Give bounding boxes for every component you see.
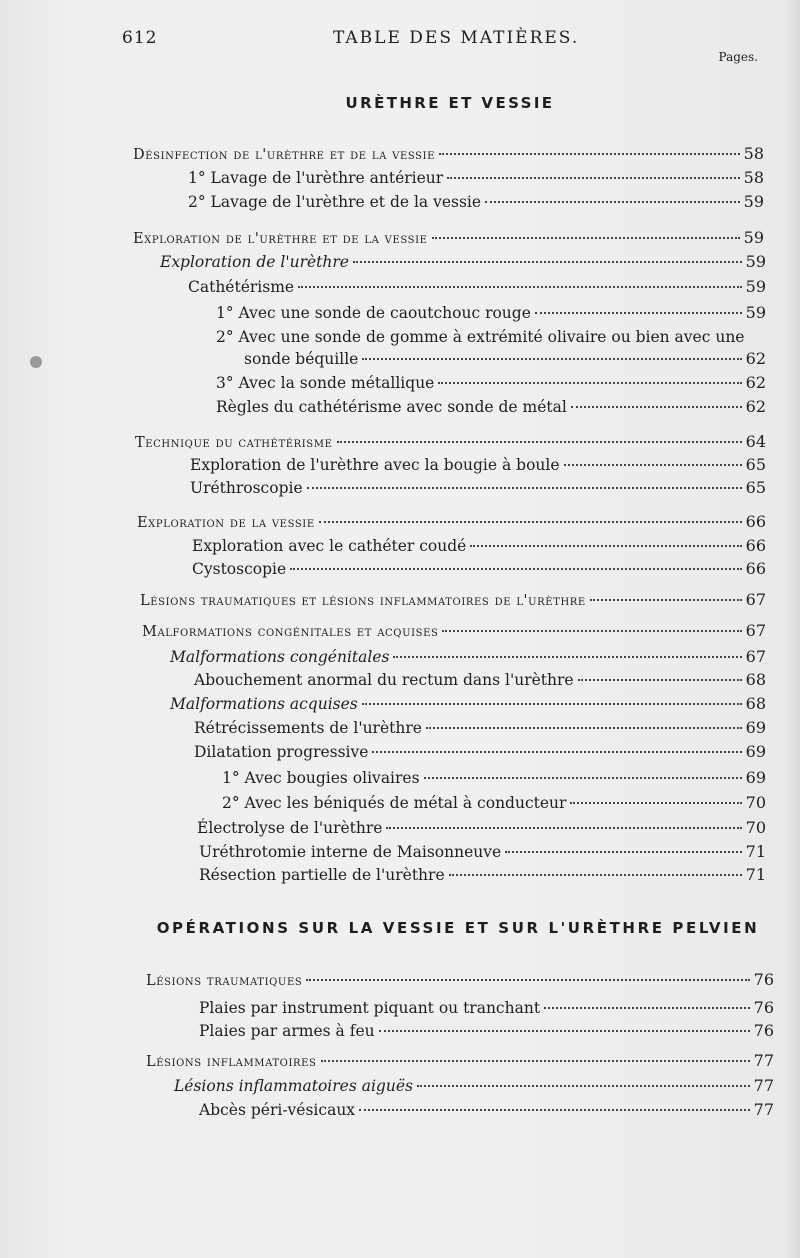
toc-entry-label: Exploration de l'urèthre avec la bougie à boule	[190, 456, 560, 474]
toc-entry-page: 59	[743, 192, 764, 211]
toc-entry-page: 68	[745, 670, 766, 689]
toc-entry-label: Plaies par armes à feu	[199, 1022, 375, 1040]
toc-entry-label: Cystoscopie	[192, 560, 287, 578]
toc-entry	[244, 347, 766, 371]
dot-leader	[298, 286, 742, 288]
toc-entry-page: 66	[745, 536, 766, 555]
toc-entry-label: Abouchement anormal du rectum dans l'urèthre	[194, 671, 574, 689]
toc-entry-label: Rétrécissements de l'urèthre	[194, 719, 422, 737]
toc-entry	[188, 190, 764, 214]
dot-leader	[438, 382, 741, 384]
toc-entry-label: 1° Avec une sonde de caoutchouc rouge	[216, 304, 531, 322]
dot-leader	[432, 237, 740, 239]
dot-leader	[449, 874, 742, 876]
toc-entry-label: Exploration de l'urèthre et de la vessie	[133, 231, 428, 247]
dot-leader	[362, 358, 741, 360]
dot-leader	[535, 312, 742, 314]
dot-leader	[447, 177, 739, 179]
dot-leader	[439, 153, 740, 155]
toc-entry-page: 62	[745, 373, 766, 392]
toc-entry-page: 69	[745, 718, 766, 737]
toc-entry	[188, 166, 764, 190]
dot-leader	[424, 777, 742, 779]
toc-entry-label: Abcès péri-vésicaux	[199, 1101, 356, 1119]
toc-entry	[192, 534, 766, 558]
toc-entry-label: Lésions inflammatoires aiguës	[174, 1077, 413, 1095]
toc-entry-page: 68	[745, 694, 766, 713]
toc-entry-label: Exploration avec le cathéter coudé	[192, 537, 467, 555]
dot-leader	[321, 1060, 750, 1062]
toc-entry-label: 3° Avec la sonde métallique	[216, 374, 435, 392]
dot-leader	[571, 406, 742, 408]
dot-leader	[578, 679, 742, 681]
toc-entry-label: 1° Lavage de l'urèthre antérieur	[188, 169, 444, 187]
toc-entry	[222, 766, 766, 790]
toc-entry-label: Uréthroscopie	[190, 479, 303, 497]
running-title: TABLE DES MATIÈRES.	[333, 28, 580, 48]
dot-leader	[362, 703, 742, 705]
dot-leader	[319, 521, 742, 523]
toc-entry-page: 59	[745, 303, 766, 322]
dot-leader	[544, 1007, 750, 1009]
toc-entry-label: Lésions traumatiques	[146, 973, 303, 989]
toc-entry-label: Règles du cathétérisme avec sonde de métal	[216, 398, 567, 416]
dot-leader	[426, 727, 742, 729]
toc-entry-label: Désinfection de l'urèthre et de la vessie	[133, 147, 436, 163]
toc-entry-page: 67	[745, 647, 766, 666]
dot-leader	[379, 1030, 750, 1032]
section-title-urethre-vessie: URÈTHRE ET VESSIE	[345, 94, 555, 112]
page-edge-shadow	[786, 0, 800, 1258]
toc-entry-page: 69	[745, 768, 766, 787]
toc-entry	[133, 142, 764, 166]
toc-entry-page: 59	[743, 228, 764, 247]
section-title-operations: OPÉRATIONS SUR LA VESSIE ET SUR L'URÈTHRE PELVIEN	[156, 919, 760, 937]
toc-entry-page: 76	[753, 998, 774, 1017]
toc-entry	[216, 301, 766, 325]
toc-entry	[137, 510, 766, 534]
dot-leader	[306, 979, 749, 981]
dot-leader	[570, 802, 741, 804]
toc-entry-label: Plaies par instrument piquant ou tranchant	[199, 999, 541, 1017]
toc-entry	[190, 453, 766, 477]
toc-entry	[192, 557, 766, 581]
toc-entry	[197, 816, 766, 840]
pages-column-label: Pages.	[718, 50, 758, 64]
dot-leader	[307, 487, 742, 489]
toc-entry-page: 64	[745, 432, 766, 451]
toc-entry-page: 67	[745, 621, 766, 640]
toc-entry-label: 2° Avec une sonde de gomme à extrémité olivaire ou bien avec une	[216, 328, 745, 346]
toc-entry-label: Exploration de la vessie	[137, 515, 315, 531]
toc-entry	[146, 968, 774, 992]
toc-entry-label: Dilatation progressive	[194, 743, 369, 761]
toc-entry	[199, 840, 766, 864]
toc-entry	[222, 791, 766, 815]
dot-leader	[359, 1109, 750, 1111]
toc-entry	[216, 325, 766, 349]
toc-entry	[199, 863, 766, 887]
toc-entry	[170, 645, 766, 669]
toc-entry-label: 2° Avec les béniqués de métal à conducteur	[222, 794, 567, 812]
toc-entry-page: 69	[745, 742, 766, 761]
toc-entry-page: 62	[745, 397, 766, 416]
toc-entry-page: 58	[743, 168, 764, 187]
dot-leader	[564, 464, 742, 466]
toc-entry	[199, 996, 774, 1020]
toc-entry-page: 77	[753, 1100, 774, 1119]
toc-entry-page: 65	[745, 478, 766, 497]
toc-entry	[146, 1049, 774, 1073]
toc-entry-label: Exploration de l'urèthre	[160, 253, 349, 271]
toc-entry-label: sonde béquille	[244, 350, 359, 368]
toc-entry	[216, 371, 766, 395]
toc-entry-page: 71	[745, 842, 766, 861]
toc-entry	[194, 716, 766, 740]
toc-entry	[194, 668, 766, 692]
toc-entry-page: 71	[745, 865, 766, 884]
dot-leader	[386, 827, 741, 829]
toc-entry-label: Cathétérisme	[188, 278, 295, 296]
toc-entry-label: Lésions inflammatoires	[146, 1054, 317, 1070]
toc-entry	[188, 275, 766, 299]
dot-leader	[590, 599, 742, 601]
dot-leader	[393, 656, 741, 658]
toc-entry-page: 65	[745, 455, 766, 474]
dot-leader	[470, 545, 741, 547]
toc-entry-page: 58	[743, 144, 764, 163]
toc-entry	[194, 740, 766, 764]
toc-entry	[160, 250, 766, 274]
ink-blot	[30, 356, 42, 368]
toc-entry-page: 67	[745, 590, 766, 609]
toc-entry-page: 76	[753, 1021, 774, 1040]
toc-entry-page: 59	[745, 252, 766, 271]
toc-entry-page: 66	[745, 512, 766, 531]
dot-leader	[485, 201, 740, 203]
toc-entry-page: 59	[745, 277, 766, 296]
toc-entry	[199, 1019, 774, 1043]
dot-leader	[505, 851, 741, 853]
toc-entry	[133, 226, 764, 250]
toc-entry	[140, 588, 766, 612]
toc-entry	[190, 476, 766, 500]
page-number: 612	[122, 28, 158, 48]
toc-entry-label: Électrolyse de l'urèthre	[197, 819, 383, 837]
toc-entry-page: 77	[753, 1076, 774, 1095]
toc-entry-page: 70	[745, 793, 766, 812]
dot-leader	[417, 1085, 750, 1087]
toc-entry-label: Lésions traumatiques et lésions inflammatoires de l'urèthre	[140, 593, 586, 609]
toc-entry-label: Résection partielle de l'urèthre	[199, 866, 445, 884]
toc-entry-label: Malformations congénitales	[170, 648, 390, 666]
toc-entry	[135, 430, 766, 454]
toc-entry-label: Uréthrotomie interne de Maisonneuve	[199, 843, 502, 861]
toc-entry-page: 76	[753, 970, 774, 989]
toc-entry-label: 2° Lavage de l'urèthre et de la vessie	[188, 193, 482, 211]
toc-entry-label: Malformations acquises	[170, 695, 358, 713]
toc-entry	[199, 1098, 774, 1122]
toc-entry	[142, 619, 766, 643]
dot-leader	[442, 630, 741, 632]
toc-entry	[216, 395, 766, 419]
dot-leader	[353, 261, 742, 263]
toc-entry-label: Malformations congénitales et acquises	[142, 624, 439, 640]
toc-entry	[174, 1074, 774, 1098]
toc-entry-label: Technique du cathétérisme	[135, 435, 333, 451]
dot-leader	[290, 568, 741, 570]
toc-entry-label: 1° Avec bougies olivaires	[222, 769, 420, 787]
toc-entry-page: 66	[745, 559, 766, 578]
toc-entry-page: 62	[745, 349, 766, 368]
dot-leader	[372, 751, 741, 753]
toc-entry-page: 70	[745, 818, 766, 837]
toc-entry-page: 77	[753, 1051, 774, 1070]
toc-entry	[170, 692, 766, 716]
dot-leader	[337, 441, 742, 443]
